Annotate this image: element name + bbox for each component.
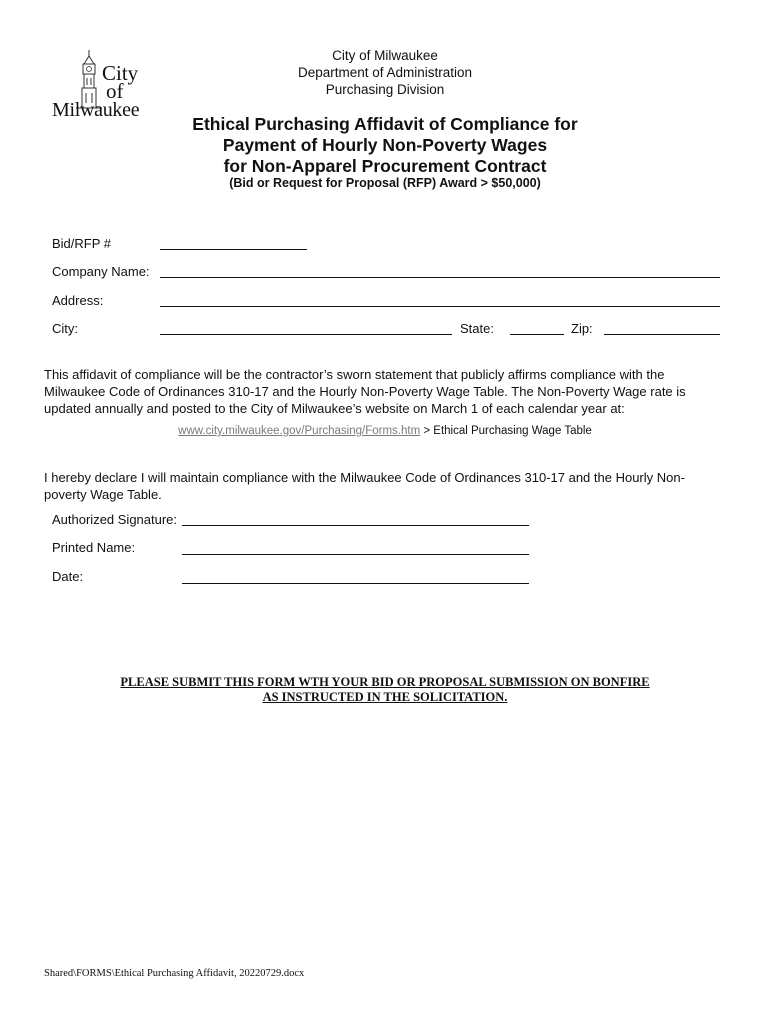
bid-rfp-field[interactable] [160, 249, 307, 250]
zip-field[interactable] [604, 334, 720, 335]
header-division: Purchasing Division [325, 82, 445, 97]
zip-label: Zip: [571, 321, 593, 336]
company-name-label: Company Name: [52, 264, 150, 279]
city-label: City: [52, 321, 78, 336]
state-field[interactable] [510, 334, 564, 335]
title-line-3: for Non-Apparel Procurement Contract [223, 156, 547, 176]
purchasing-forms-link[interactable]: www.city.milwaukee.gov/Purchasing/Forms.htm [178, 425, 421, 437]
printed-name-label: Printed Name: [52, 540, 136, 555]
subtitle: (Bid or Request for Proposal (RFP) Award > $50,000) [229, 176, 541, 190]
submission-notice-line-1: PLEASE SUBMIT THIS FORM WTH YOUR BID OR PROPOSAL SUBMISSION ON BONFIRE [120, 675, 650, 689]
title-line-1: Ethical Purchasing Affidavit of Compliance for [192, 114, 578, 134]
logo-milwaukee-text: Milwaukee [52, 99, 140, 121]
logo-city-text: City [102, 61, 139, 85]
city-field[interactable] [160, 334, 452, 335]
bid-rfp-label: Bid/RFP # [52, 236, 112, 251]
address-label: Address: [52, 293, 104, 308]
logo-of-text: of [106, 79, 124, 103]
address-field[interactable] [160, 306, 720, 307]
state-label: State: [460, 321, 494, 336]
submission-notice-line-2: AS INSTRUCTED IN THE SOLICITATION. [262, 690, 508, 704]
header-city: City of Milwaukee [332, 48, 438, 63]
wage-table-link-line [0, 425, 770, 437]
date-field[interactable] [182, 583, 529, 584]
printed-name-field[interactable] [182, 554, 529, 555]
company-name-field[interactable] [160, 277, 720, 278]
authorized-signature-label: Authorized Signature: [52, 512, 178, 527]
date-label: Date: [52, 569, 84, 584]
affidavit-paragraph: This affidavit of compliance will be the contractor’s sworn statement that publicly affirms compliance with the Milwaukee Code of Ordinances 310-17 and the Hourly Non-Poverty Wage Table. The Non-Poverty Wage rate is updated annually and posted to the City of Milwaukee’s website on March 1 of each calendar year at: [44, 367, 686, 416]
declaration-paragraph: I hereby declare I will maintain compliance with the Milwaukee Code of Ordinances 310-17 and the Hourly Non-poverty Wage Table. [44, 470, 685, 502]
title-line-2: Payment of Hourly Non-Poverty Wages [222, 135, 548, 155]
document-path-footer: Shared\FORMS\Ethical Purchasing Affidavit, 20220729.docx [44, 968, 305, 979]
link-suffix: > Ethical Purchasing Wage Table [420, 425, 592, 437]
header-department: Department of Administration [297, 65, 473, 80]
authorized-signature-field[interactable] [182, 525, 529, 526]
